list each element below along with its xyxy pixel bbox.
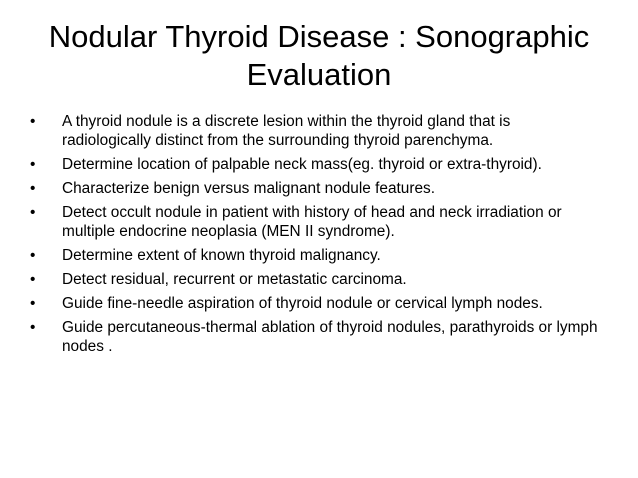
bullet-text: Determine extent of known thyroid malignancy. bbox=[62, 247, 381, 264]
bullet-icon: • bbox=[30, 271, 36, 288]
bullet-text: A thyroid nodule is a discrete lesion within the thyroid gland that is radiologically distinct from the surrounding thyroid parenchyma. bbox=[62, 113, 511, 149]
bullet-icon: • bbox=[30, 319, 36, 336]
bullet-item bbox=[30, 179, 600, 198]
bullet-item bbox=[30, 270, 600, 289]
bullet-icon: • bbox=[30, 113, 36, 130]
bullet-icon: • bbox=[30, 295, 36, 312]
bullet-icon: • bbox=[30, 180, 36, 197]
bullet-item bbox=[30, 155, 600, 174]
bullet-text: Detect residual, recurrent or metastatic carcinoma. bbox=[62, 271, 407, 288]
bullet-item bbox=[30, 318, 600, 356]
bullet-text: Guide fine-needle aspiration of thyroid nodule or cervical lymph nodes. bbox=[62, 295, 543, 312]
bullet-item bbox=[30, 203, 600, 241]
slide-title: Nodular Thyroid Disease : Sonographic Evaluation bbox=[48, 19, 590, 92]
bullet-icon: • bbox=[30, 204, 36, 221]
bullet-item bbox=[30, 246, 600, 265]
bullet-item bbox=[30, 294, 600, 313]
bullet-list bbox=[30, 112, 600, 361]
bullet-text: Characterize benign versus malignant nodule features. bbox=[62, 180, 436, 197]
bullet-text: Detect occult nodule in patient with history of head and neck irradiation or multiple endocrine neoplasia (MEN II syndrome). bbox=[62, 204, 562, 240]
bullet-icon: • bbox=[30, 247, 36, 264]
bullet-item bbox=[30, 112, 600, 150]
bullet-icon: • bbox=[30, 156, 36, 173]
bullet-text: Determine location of palpable neck mass(eg. thyroid or extra-thyroid). bbox=[62, 156, 542, 173]
bullet-text: Guide percutaneous-thermal ablation of thyroid nodules, parathyroids or lymph nodes . bbox=[62, 319, 598, 355]
